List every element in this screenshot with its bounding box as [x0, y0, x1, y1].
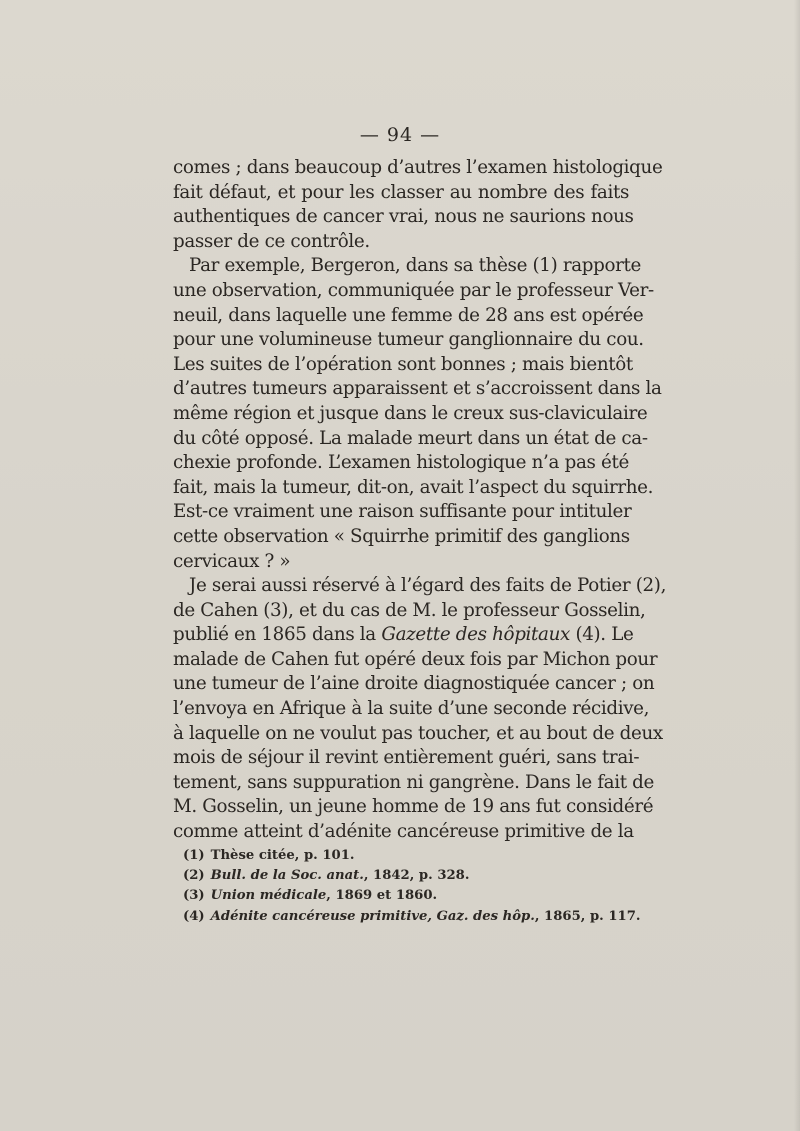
body-line: passer de ce contrôle. [173, 230, 370, 252]
body-line: cette observation « Squirrhe primitif des ganglions [173, 525, 630, 547]
footnote-text: , 1865, p. 117. [534, 908, 641, 924]
body-line: Par exemple, Bergeron, dans sa thèse (1) rapporte [189, 255, 641, 277]
body-line: authentiques de cancer vrai, nous ne saurions nous [173, 206, 634, 228]
footnote-text: Union médicale [210, 888, 327, 904]
footnotes [183, 846, 641, 927]
body-line: fait défaut, et pour les classer au nombre des faits [173, 181, 629, 203]
body-line [173, 623, 634, 648]
body-line: d’autres tumeurs apparaissent et s’accroissent dans la [173, 378, 662, 400]
body-line: une tumeur de l’aine droite diagnostiquée cancer ; on [173, 673, 655, 695]
body-line: une observation, communiquée par le professeur Ver- [173, 279, 654, 301]
body-line: à laquelle on ne voulut pas toucher, et au bout de deux [173, 722, 663, 744]
footnote-ref: (4) [183, 908, 205, 924]
body-line: comes ; dans beaucoup d’autres l’examen histologique [173, 157, 663, 178]
body-line: de Cahen (3), et du cas de M. le professeur Gosselin, [173, 599, 646, 621]
footnote [183, 886, 623, 906]
footnote [183, 846, 623, 866]
footnote-text: Bull. de la Soc. anat. [210, 868, 364, 884]
body-line-text: publié en 1865 dans la [173, 624, 382, 646]
footnote-text: Adénite cancéreuse primitive, Gaz. des hôp. [210, 908, 535, 924]
footnote [183, 866, 623, 886]
page-number: — 94 — [359, 124, 441, 146]
page-edge-shadow [794, 0, 800, 1131]
body-line: chexie profonde. L’examen histologique n’a pas été [173, 452, 629, 474]
footnote-text: Thèse citée, p. 101. [210, 848, 355, 863]
body-line: même région et jusque dans le creux sus-claviculaire [173, 402, 648, 424]
body-line: neuil, dans laquelle une femme de 28 ans est opérée [173, 304, 644, 326]
body-line: tement, sans suppuration ni gangrène. Dans le fait de [173, 771, 654, 793]
body-line: comme atteint d’adénite cancéreuse primitive de la [173, 821, 634, 843]
body-line: malade de Cahen fut opéré deux fois par Michon pour [173, 648, 658, 670]
footnote-ref: (2) [183, 868, 205, 884]
footnote-ref: (1) [183, 848, 205, 863]
body-line: fait, mais la tumeur, dit-on, avait l’aspect du squirrhe. [173, 476, 654, 498]
footnote-ref: (3) [183, 888, 205, 904]
body-line: Je serai aussi réservé à l’égard des faits de Potier (2), [189, 575, 667, 597]
footnote-text: , 1869 et 1860. [326, 888, 438, 904]
body-line: cervicaux ? » [173, 550, 291, 572]
footnote [183, 907, 641, 927]
body-line: pour une volumineuse tumeur ganglionnaire du cou. [173, 329, 644, 351]
journal-title: Gazette des hôpitaux [381, 624, 570, 646]
body-line-text: (4). Le [569, 624, 634, 646]
body-line: Les suites de l’opération sont bonnes ; mais bientôt [173, 353, 633, 375]
body-line: du côté opposé. La malade meurt dans un état de ca- [173, 427, 648, 449]
body-line: mois de séjour il revint entièrement guéri, sans trai- [173, 747, 640, 769]
footnote-text: , 1842, p. 328. [363, 868, 470, 884]
body-line: M. Gosselin, un jeune homme de 19 ans fut considéré [173, 796, 654, 818]
body-text [173, 156, 667, 845]
body-line: Est-ce vraiment une raison suffisante pour intituler [173, 501, 632, 523]
body-line: l’envoya en Afrique à la suite d’une seconde récidive, [173, 698, 650, 720]
